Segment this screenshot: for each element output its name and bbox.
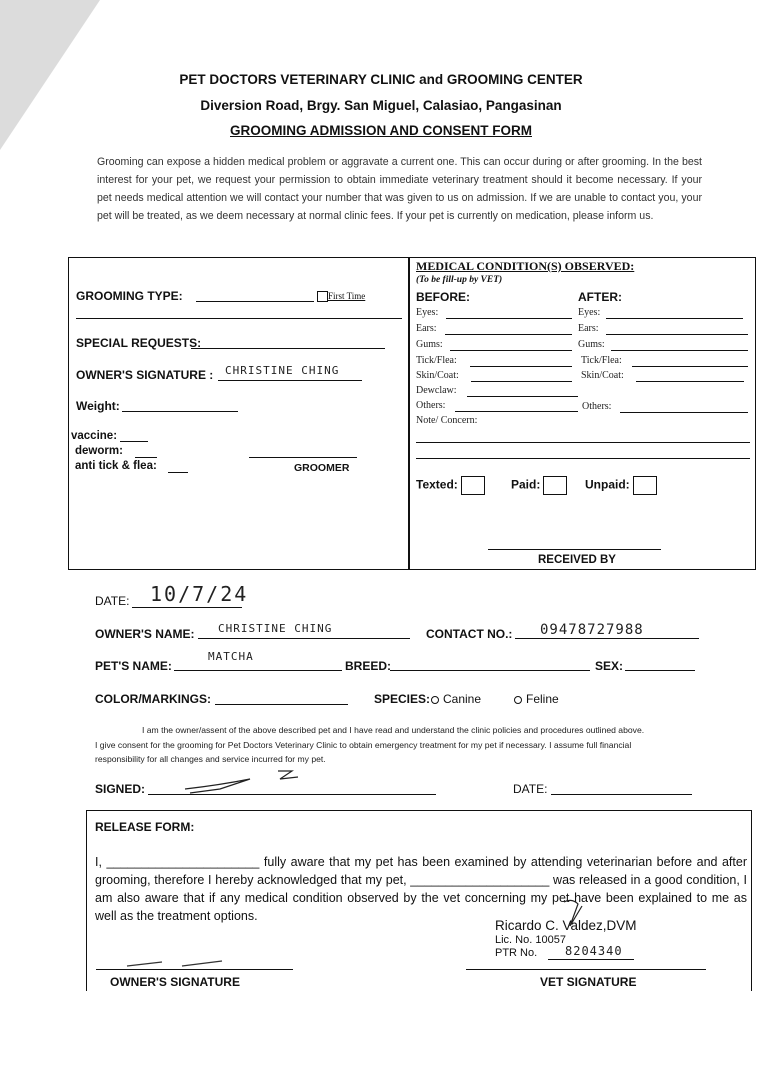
antitick-field[interactable] [168,472,188,473]
medical-title: MEDICAL CONDITION(S) OBSERVED: [416,259,635,273]
weight-label: Weight: [76,399,120,413]
release-form-title: RELEASE FORM: [95,820,195,834]
deworm-label: deworm: [75,445,123,457]
sex-field[interactable] [625,670,695,671]
before-dewclaw-label: Dewclaw: [416,385,457,396]
unpaid-box [633,476,657,495]
before-others-label: Others: [416,400,446,411]
checkbox-icon [317,291,328,302]
before-gums-field[interactable] [450,350,572,351]
radio-icon [431,696,439,704]
before-eyes-label: Eyes: [416,307,439,318]
feline-option[interactable] [514,692,559,706]
special-requests-label: SPECIAL REQUESTS: [76,336,202,350]
after-skincoat-field[interactable] [636,381,744,382]
paid-checkbox[interactable] [511,476,567,495]
consent-line-1: I am the owner/assent of the above described pet and I have read and understand the clinic policies and procedures outlined above. [142,725,645,735]
vet-signature-line[interactable] [466,969,706,970]
after-gums-label: Gums: [578,339,605,350]
vet-signature-label: VET SIGNATURE [540,975,637,989]
date-value: 10/7/24 [150,582,249,606]
date-field[interactable] [132,607,242,608]
after-tickflea-label: Tick/Flea: [581,355,622,366]
pet-name-field[interactable] [174,670,342,671]
signed-label: SIGNED: [95,782,146,796]
owner-signature-label: OWNER'S SIGNATURE : [76,368,214,382]
owner-name-field[interactable] [198,638,410,639]
vet-name: Ricardo C. Valdez,DVM [495,918,637,933]
grooming-type-field[interactable] [196,301,314,302]
owner-signature-value: CHRISTINE CHING [225,364,340,377]
pet-name-label: PET'S NAME: [95,659,172,673]
unpaid-checkbox[interactable] [585,476,657,495]
first-time-label: First Time [328,291,366,301]
grooming-type-line-2[interactable] [76,318,402,319]
consent-line-2: I give consent for the grooming for Pet Doctors Veterinary Clinic to obtain emergency treatment for my pet if necessary. I assume full financial [95,740,632,750]
after-others-label: Others: [582,401,612,412]
after-ears-label: Ears: [578,323,599,334]
before-ears-field[interactable] [445,334,572,335]
owner-release-signature-label: OWNER'S SIGNATURE [110,975,240,989]
texted-box [461,476,485,495]
groomer-label: GROOMER [294,462,350,474]
received-by-line[interactable] [488,549,661,550]
before-tickflea-field[interactable] [470,366,572,367]
clinic-name: PET DOCTORS VETERINARY CLINIC and GROOMING CENTER [179,72,583,87]
after-label: AFTER: [578,290,622,304]
before-dewclaw-field[interactable] [467,396,578,397]
vet-scribble-signature [560,896,590,930]
canine-label: Canine [443,692,482,706]
texted-checkbox[interactable] [416,476,485,495]
feline-label: Feline [526,692,559,706]
vet-ptr-value: 8204340 [565,944,623,958]
after-tickflea-field[interactable] [632,366,748,367]
clinic-address: Diversion Road, Brgy. San Miguel, Calasiao, Pangasinan [200,98,562,113]
owner-scribble-signature [180,765,310,795]
before-tickflea-label: Tick/Flea: [416,355,457,366]
signed-field[interactable] [148,794,436,795]
antitick-label: anti tick & flea: [75,460,157,472]
before-skincoat-label: Skin/Coat: [416,370,459,381]
deworm-field[interactable] [135,457,157,458]
paid-label: Paid: [511,477,541,492]
first-time-checkbox[interactable] [317,291,365,302]
pet-name-value: MATCHA [208,650,254,663]
after-eyes-field[interactable] [606,318,743,319]
consent-date-field[interactable] [551,794,692,795]
after-others-field[interactable] [620,412,748,413]
form-title: GROOMING ADMISSION AND CONSENT FORM [230,123,532,138]
special-requests-field[interactable] [191,348,385,349]
owner-release-signature-line[interactable] [96,969,293,970]
color-field[interactable] [215,704,348,705]
contact-label: CONTACT NO.: [426,627,513,641]
before-skincoat-field[interactable] [471,381,572,382]
release-form-text: I, ______________________ fully aware that my pet has been examined by attending veterinarian before and after grooming, therefore I hereby acknowledged that my pet, ____________________ was released in a good condition, I am also aware that if any medical condition observed by the vet concerning my pet have been explained to me as well as the treatment options. [95,855,747,923]
species-label: SPECIES: [374,692,431,706]
after-gums-field[interactable] [611,350,748,351]
grooming-box [68,257,410,570]
color-label: COLOR/MARKINGS: [95,692,211,706]
groomer-signature-line[interactable] [249,457,357,458]
note-concern-label: Note/ Concern: [416,415,478,426]
received-by-label: RECEIVED BY [538,554,616,566]
vet-ptr-label: PTR No. [495,947,538,959]
before-label: BEFORE: [416,290,470,304]
intro-paragraph: Grooming can expose a hidden medical problem or aggravate a current one. This can occur during or after grooming. In the best interest for your pet, we request your permission to obtain immediate veterinary treatment should it become necessary. If your pet needs medical attention we will contact your number that was given to us on admission. If we are unable to contact you, your pet will be treated, as we deem necessary at normal clinic fees. If your pet is currently on medication, please inform us. [97,156,702,222]
unpaid-label: Unpaid: [585,477,630,492]
before-gums-label: Gums: [416,339,443,350]
after-ears-field[interactable] [606,334,748,335]
before-eyes-field[interactable] [446,318,572,319]
contact-field[interactable] [515,638,699,639]
consent-date-label: DATE: [513,782,548,796]
date-label: DATE: [95,594,130,608]
canine-option[interactable] [431,692,481,706]
before-others-field[interactable] [455,411,578,412]
grooming-type-label: GROOMING TYPE: [76,289,183,303]
owner-signature-field[interactable] [218,380,362,381]
note-line-1[interactable] [416,442,750,443]
after-eyes-label: Eyes: [578,307,601,318]
sex-label: SEX: [595,659,624,673]
after-skincoat-label: Skin/Coat: [581,370,624,381]
breed-field[interactable] [390,670,590,671]
medical-subtitle: (To be fill-up by VET) [416,275,503,285]
note-line-2[interactable] [416,458,750,459]
consent-line-3: responsibility for all changes and service incurred for my pet. [95,754,326,764]
radio-icon [514,696,522,704]
owner-name-label: OWNER'S NAME: [95,627,195,641]
owner-name-value: CHRISTINE CHING [218,622,333,635]
contact-value: 09478727988 [540,622,644,638]
vet-ptr-field[interactable] [548,959,634,960]
before-ears-label: Ears: [416,323,437,334]
vaccine-field[interactable] [120,441,148,442]
paid-box [543,476,567,495]
vaccine-label: vaccine: [71,430,118,442]
vet-license: Lic. No. 10057 [495,934,566,946]
texted-label: Texted: [416,477,458,492]
breed-label: BREED: [345,659,392,673]
weight-field[interactable] [122,411,238,412]
